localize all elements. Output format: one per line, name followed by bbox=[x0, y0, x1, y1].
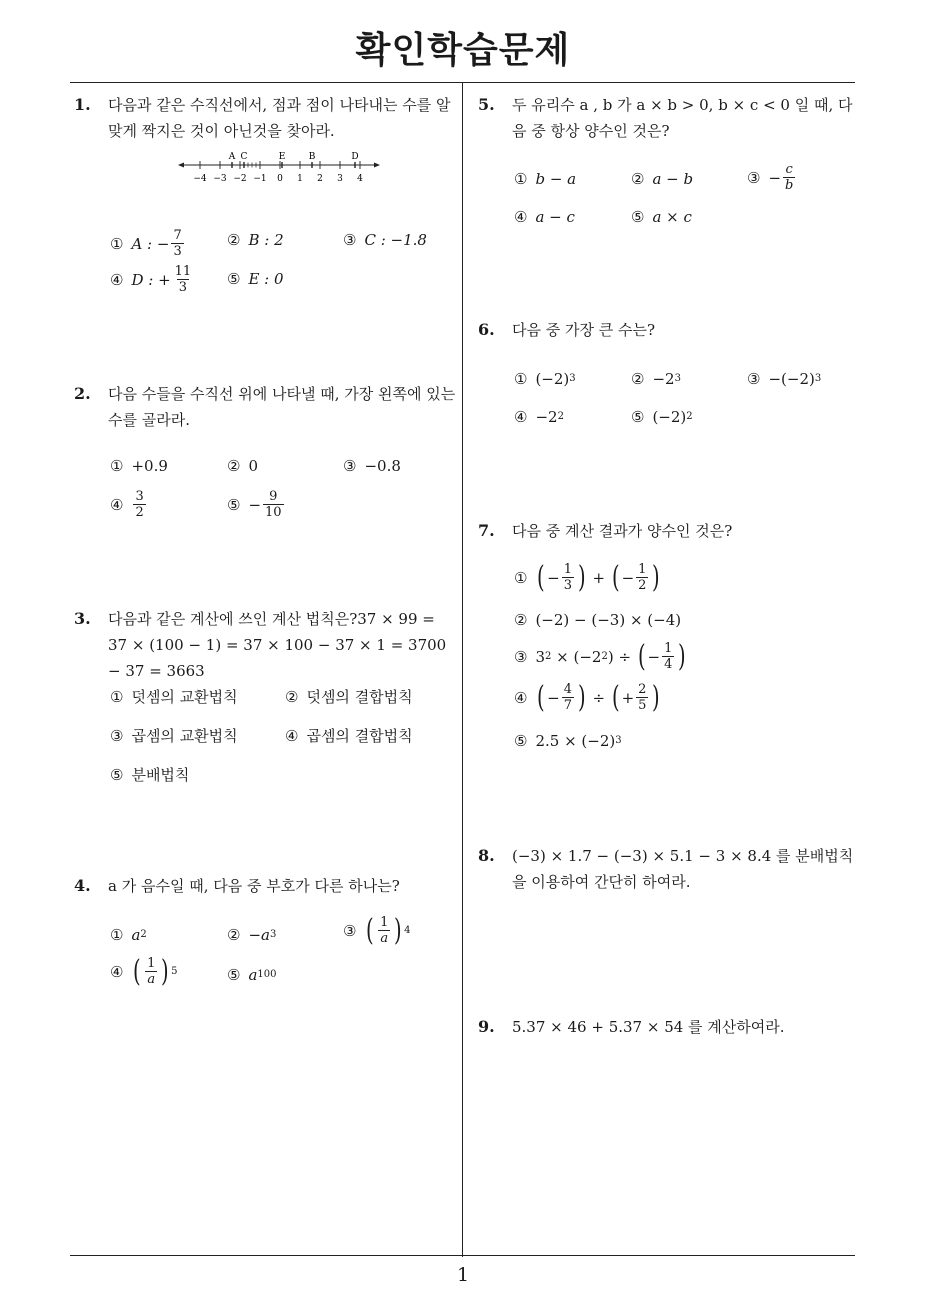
number-line-tick-label: 3 bbox=[337, 174, 343, 184]
q1-option-5[interactable]: ⑤ E : 0 bbox=[227, 270, 284, 288]
question-stem: 다음 수들을 수직선 위에 나타낼 때, 가장 왼쪽에 있는 수를 골라라. bbox=[108, 385, 456, 429]
question-stem: 다음과 같은 수직선에서, 점과 점이 나타내는 수를 알맞게 짝지은 것이 아닌것을 찾아라. bbox=[108, 96, 451, 140]
number-line-tick-label: 4 bbox=[357, 174, 363, 184]
q2-option-4[interactable]: ④ $\frac{3}{2}$ bbox=[110, 489, 144, 520]
question-stem: 다음 중 계산 결과가 양수인 것은? bbox=[512, 522, 733, 540]
question-9 bbox=[478, 1014, 858, 1040]
right-arrow-icon bbox=[374, 163, 380, 168]
question-number: 3. bbox=[74, 609, 91, 628]
q7-option-1[interactable]: ① ( − $\frac{1}{3}$ ) + ( − $\frac{1}{2}$ ) bbox=[514, 559, 661, 595]
number-line-figure bbox=[178, 150, 380, 186]
question-4 bbox=[74, 873, 458, 899]
q4-option-2[interactable]: ② −a 3 bbox=[227, 926, 277, 944]
number-line-tick-label: 0 bbox=[277, 174, 283, 184]
q7-option-3[interactable]: ③ 3 2 × (−2 2 ) ÷ ( − $\frac{1}{4}$ ) bbox=[514, 638, 687, 674]
page-number: 1 bbox=[456, 1264, 470, 1286]
question-2 bbox=[74, 381, 458, 433]
question-stem: 다음 중 가장 큰 수는? bbox=[512, 321, 656, 339]
question-number: 2. bbox=[74, 384, 91, 403]
number-line-tick-label: −3 bbox=[213, 174, 227, 184]
q4-option-5[interactable]: ⑤ a 100 bbox=[227, 966, 277, 984]
bottom-rule bbox=[70, 1255, 855, 1256]
number-line-tick-label: 2 bbox=[317, 174, 323, 184]
number-line-point-label: B bbox=[308, 152, 316, 162]
number-line-tick-label: −4 bbox=[193, 174, 207, 184]
question-number: 9. bbox=[478, 1017, 495, 1036]
q4-option-3[interactable]: ③ ( $\frac{1}{a}$ ) 4 bbox=[343, 912, 411, 948]
question-8 bbox=[478, 843, 862, 895]
q1-option-3[interactable]: ③ C : −1.8 bbox=[343, 231, 427, 249]
q3-option-3[interactable]: ③ 곱셈의 교환법칙 bbox=[110, 726, 238, 745]
q4-option-1[interactable]: ① a 2 bbox=[110, 926, 147, 944]
question-5 bbox=[478, 92, 858, 144]
number-line-point-label: E bbox=[278, 152, 286, 162]
q3-option-4[interactable]: ④ 곱셈의 결합법칙 bbox=[285, 726, 413, 745]
q6-option-4[interactable]: ④ −2 2 bbox=[514, 408, 564, 426]
question-number: 8. bbox=[478, 846, 495, 865]
q5-option-5[interactable]: ⑤ a × c bbox=[631, 208, 692, 226]
left-arrow-icon bbox=[178, 163, 184, 168]
number-line-tick-label: −2 bbox=[233, 174, 247, 184]
number-line-point-label: A bbox=[228, 152, 236, 162]
number-line-tick-label: −1 bbox=[253, 174, 267, 184]
question-6 bbox=[478, 317, 858, 343]
q2-option-3[interactable]: ③ −0.8 bbox=[343, 457, 401, 475]
q7-option-2[interactable]: ② (−2) − (−3) × (−4) bbox=[514, 611, 682, 629]
question-number: 7. bbox=[478, 521, 495, 540]
number-line-tick-label: 1 bbox=[297, 174, 303, 184]
q2-option-5[interactable]: ⑤ − $\frac{9}{10}$ bbox=[227, 489, 282, 520]
q1-option-1[interactable]: ① A : − $\frac{7}{3}$ bbox=[110, 228, 182, 259]
q2-option-1[interactable]: ① +0.9 bbox=[110, 457, 168, 475]
question-number: 1. bbox=[74, 95, 91, 114]
q7-option-4[interactable]: ④ ( − $\frac{4}{7}$ ) ÷ ( + $\frac{2}{5}$ ) bbox=[514, 679, 661, 715]
number-line-point-label: D bbox=[351, 152, 359, 162]
number-line-point-label: C bbox=[240, 152, 248, 162]
q3-option-2[interactable]: ② 덧셈의 결합법칙 bbox=[285, 687, 413, 706]
question-number: 4. bbox=[74, 876, 91, 895]
q4-option-4[interactable]: ④ ( $\frac{1}{a}$ ) 5 bbox=[110, 953, 178, 989]
q6-option-1[interactable]: ① (−2) 3 bbox=[514, 370, 576, 388]
q6-option-3[interactable]: ③ −(−2) 3 bbox=[747, 370, 822, 388]
question-1 bbox=[74, 92, 458, 144]
q6-option-5[interactable]: ⑤ (−2) 2 bbox=[631, 408, 693, 426]
q5-option-3[interactable]: ③ − $\frac{c}{b}$ bbox=[747, 162, 794, 193]
question-3 bbox=[74, 606, 458, 684]
question-stem: (−3) × 1.7 − (−3) × 5.1 − 3 × 8.4 를 분배법칙을 이용하여 간단히 하여라. bbox=[512, 847, 854, 891]
question-stem: 5.37 × 46 + 5.37 × 54 를 계산하여라. bbox=[512, 1018, 785, 1036]
q5-option-2[interactable]: ② a − b bbox=[631, 170, 694, 188]
question-stem: 다음과 같은 계산에 쓰인 계산 법칙은?37 × 99 = 37 × (100 − 1) = 37 × 100 − 37 × 1 = 3700 − 37 = 3663 bbox=[108, 610, 447, 680]
q3-option-5[interactable]: ⑤ 분배법칙 bbox=[110, 765, 190, 784]
q5-option-1[interactable]: ① b − a bbox=[514, 170, 577, 188]
q6-option-2[interactable]: ② −2 3 bbox=[631, 370, 681, 388]
question-number: 6. bbox=[478, 320, 495, 339]
column-divider bbox=[462, 82, 463, 1257]
q2-option-2[interactable]: ② 0 bbox=[227, 457, 258, 475]
question-stem: a 가 음수일 때, 다음 중 부호가 다른 하나는? bbox=[108, 877, 400, 895]
q3-option-1[interactable]: ① 덧셈의 교환법칙 bbox=[110, 687, 238, 706]
q7-option-5[interactable]: ⑤ 2.5 × (−2) 3 bbox=[514, 732, 622, 750]
page-title: 확인학습문제 bbox=[355, 30, 571, 71]
q1-option-4[interactable]: ④ D : + $\frac{11}{3}$ bbox=[110, 264, 192, 295]
q1-option-2[interactable]: ② B : 2 bbox=[227, 231, 284, 249]
q5-option-4[interactable]: ④ a − c bbox=[514, 208, 575, 226]
question-stem: 두 유리수 a , b 가 a × b > 0, b × c < 0 일 때, 다음 중 항상 양수인 것은? bbox=[512, 96, 853, 140]
question-7 bbox=[478, 518, 858, 544]
question-number: 5. bbox=[478, 95, 495, 114]
